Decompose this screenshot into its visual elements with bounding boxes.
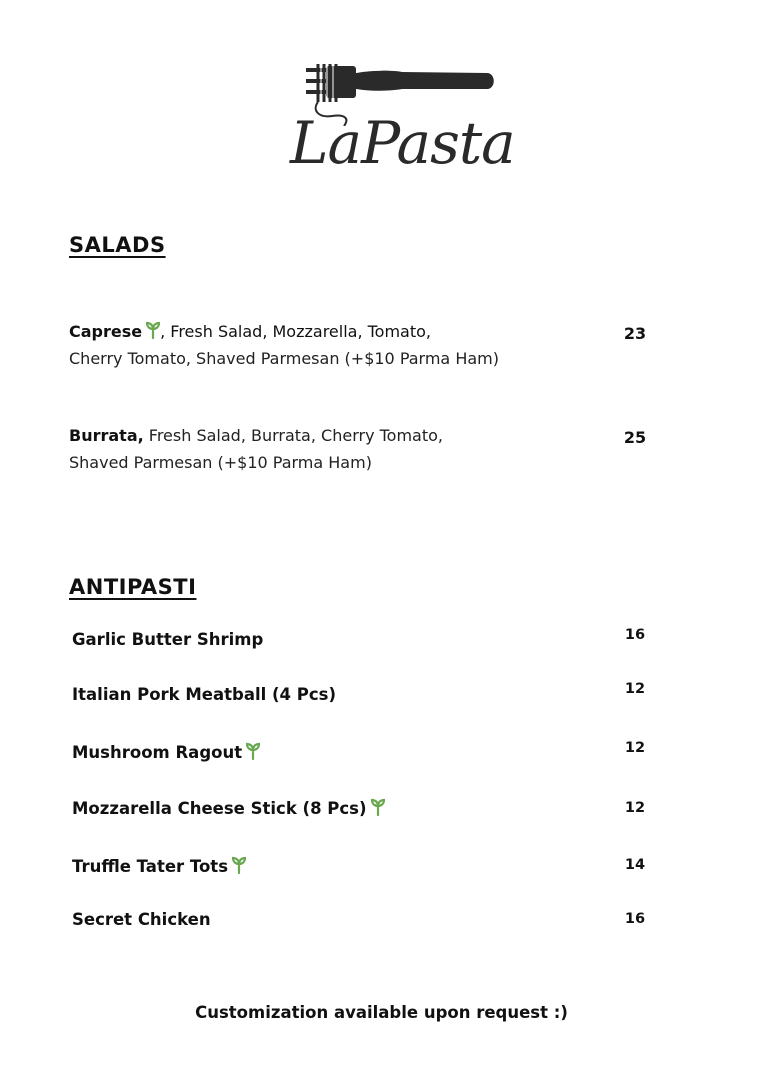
- item-name: Secret Chicken: [72, 910, 211, 929]
- item-desc-part1: Fresh Salad, Burrata, Cherry Tomato,: [143, 426, 443, 445]
- menu-item: [72, 630, 263, 649]
- item-name: Garlic Butter Shrimp: [72, 630, 264, 649]
- menu-item: [72, 742, 260, 762]
- section-title-antipasti: ANTIPASTI: [69, 575, 197, 599]
- section-title-salads: SALADS: [69, 233, 166, 257]
- menu-item: [72, 798, 385, 818]
- menu-item: [72, 856, 246, 876]
- menu-item-burrata: [69, 422, 549, 476]
- item-price: 16: [624, 627, 646, 643]
- menu-item-caprese: [69, 318, 549, 372]
- item-price: 12: [624, 681, 646, 697]
- item-price: 12: [624, 740, 646, 756]
- item-desc-part1: , Fresh Salad, Mozzarella, Tomato,: [160, 322, 432, 341]
- item-name: Truffle Tater Tots: [72, 857, 229, 876]
- item-price: 23: [623, 324, 647, 343]
- vegetarian-sprout-icon: [371, 798, 385, 816]
- item-price: 12: [624, 800, 646, 816]
- vegetarian-sprout-icon: [232, 856, 246, 874]
- item-name: Mozzarella Cheese Stick (8 Pcs): [72, 799, 367, 818]
- menu-item: [72, 685, 336, 704]
- item-price: 14: [624, 857, 646, 873]
- footer-note: Customization available upon request :): [195, 1003, 568, 1022]
- item-desc-part2: Cherry Tomato, Shaved Parmesan (+$10 Parma Ham): [69, 349, 499, 368]
- menu-item: [72, 910, 211, 929]
- brand-wordmark: LaPasta: [290, 109, 515, 177]
- item-price: 16: [624, 911, 646, 927]
- item-desc-part2: Shaved Parmesan (+$10 Parma Ham): [69, 453, 372, 472]
- item-price: 25: [623, 428, 647, 447]
- vegetarian-sprout-icon: [246, 742, 260, 760]
- vegetarian-sprout-icon: [146, 321, 160, 339]
- item-name: Burrata,: [69, 426, 144, 445]
- item-name: Caprese: [69, 322, 143, 341]
- item-name: Mushroom Ragout: [72, 743, 243, 762]
- item-name: Italian Pork Meatball (4 Pcs): [72, 685, 337, 704]
- brand-logo: [282, 56, 515, 188]
